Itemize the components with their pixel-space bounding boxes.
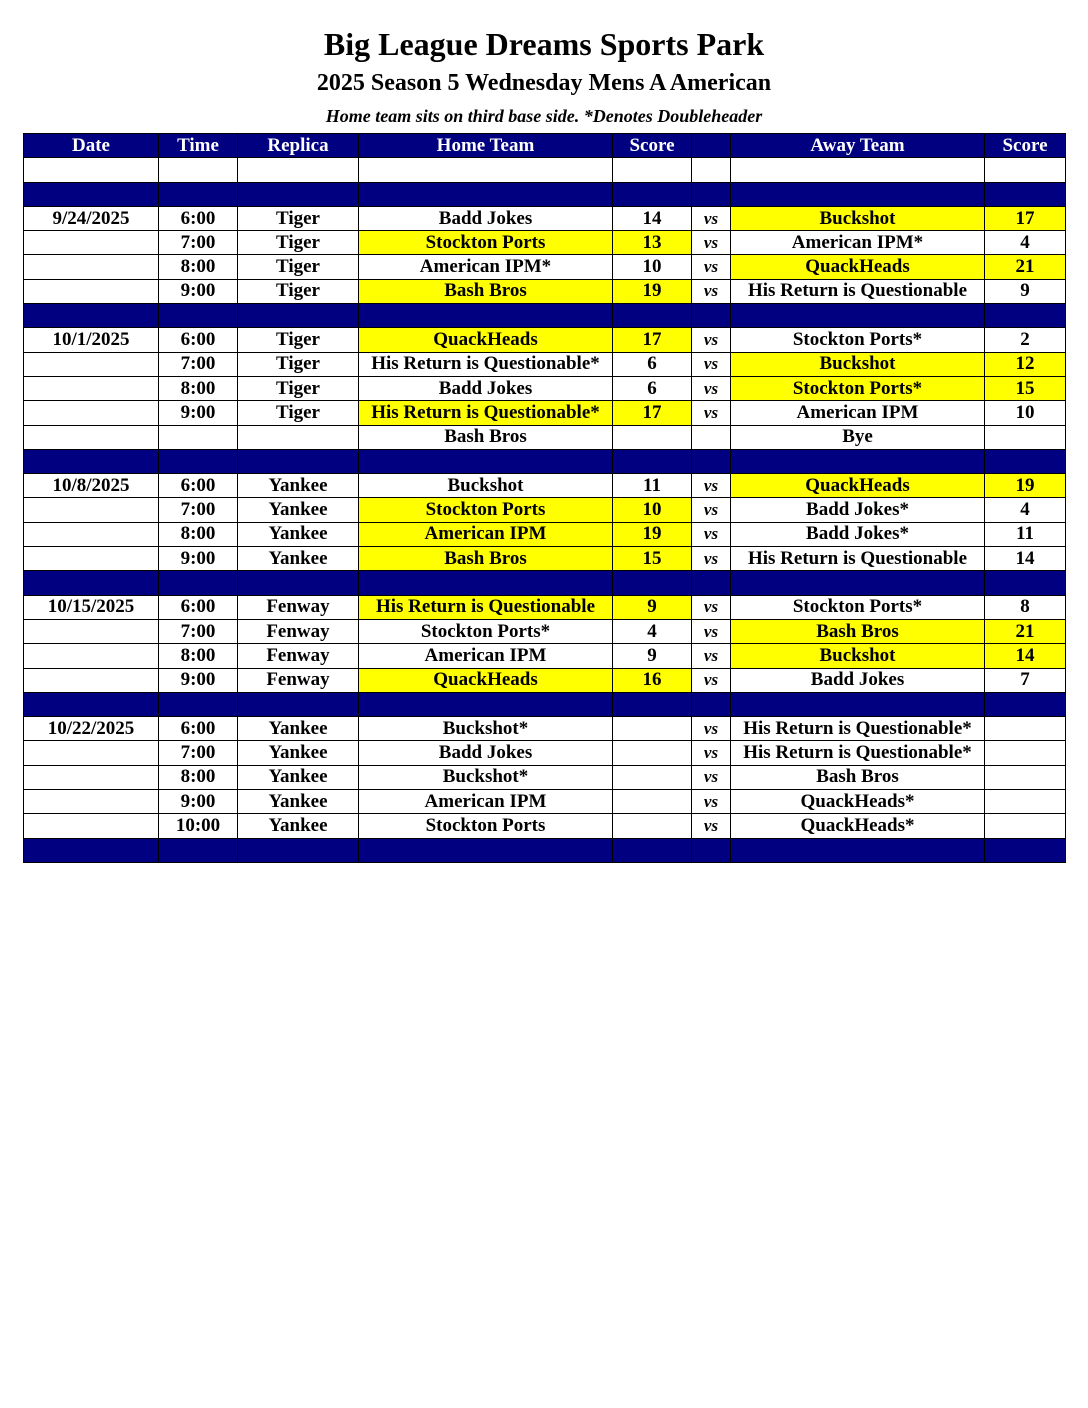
empty-cell — [692, 449, 731, 473]
away-score-cell: 8 — [985, 595, 1066, 619]
replica-cell: Tiger — [238, 206, 359, 230]
separator-row — [24, 838, 1066, 862]
empty-cell — [731, 182, 985, 206]
empty-cell — [613, 449, 692, 473]
game-row — [24, 522, 1066, 546]
vs-cell: vs — [692, 619, 731, 643]
date-cell — [24, 425, 159, 449]
home-team-cell: His Return is Questionable* — [359, 401, 613, 425]
empty-cell — [692, 158, 731, 182]
away-team-cell: QuackHeads* — [731, 790, 985, 814]
away-score-cell: 2 — [985, 328, 1066, 352]
replica-cell: Tiger — [238, 376, 359, 400]
separator-row — [24, 449, 1066, 473]
date-cell — [24, 547, 159, 571]
time-cell: 7:00 — [159, 619, 238, 643]
empty-cell — [985, 182, 1066, 206]
away-score-cell: 14 — [985, 547, 1066, 571]
vs-cell: vs — [692, 790, 731, 814]
game-row — [24, 668, 1066, 692]
home-team-cell: Badd Jokes — [359, 376, 613, 400]
time-cell: 9:00 — [159, 279, 238, 303]
empty-cell — [613, 182, 692, 206]
away-team-cell: QuackHeads — [731, 255, 985, 279]
away-team-cell: QuackHeads* — [731, 814, 985, 838]
date-cell: 10/22/2025 — [24, 717, 159, 741]
time-cell: 10:00 — [159, 814, 238, 838]
date-cell — [24, 668, 159, 692]
game-row — [24, 401, 1066, 425]
empty-cell — [238, 158, 359, 182]
empty-cell — [985, 571, 1066, 595]
away-team-cell: American IPM — [731, 401, 985, 425]
home-team-cell: Stockton Ports — [359, 231, 613, 255]
vs-cell: vs — [692, 741, 731, 765]
time-cell: 6:00 — [159, 717, 238, 741]
date-cell — [24, 352, 159, 376]
time-cell — [159, 425, 238, 449]
game-row — [24, 231, 1066, 255]
away-score-cell: 12 — [985, 352, 1066, 376]
home-team-cell: QuackHeads — [359, 668, 613, 692]
empty-cell — [692, 304, 731, 328]
empty-cell — [24, 158, 159, 182]
home-score-cell — [613, 425, 692, 449]
away-score-cell — [985, 425, 1066, 449]
empty-cell — [731, 571, 985, 595]
away-team-cell: His Return is Questionable — [731, 279, 985, 303]
date-cell — [24, 376, 159, 400]
empty-cell — [24, 571, 159, 595]
column-header-replica: Replica — [238, 134, 359, 158]
home-score-cell: 10 — [613, 255, 692, 279]
date-cell — [24, 498, 159, 522]
game-row — [24, 547, 1066, 571]
vs-cell: vs — [692, 328, 731, 352]
home-team-cell: His Return is Questionable* — [359, 352, 613, 376]
empty-cell — [731, 158, 985, 182]
time-cell: 8:00 — [159, 376, 238, 400]
date-cell — [24, 790, 159, 814]
home-score-cell — [613, 765, 692, 789]
replica-cell: Yankee — [238, 741, 359, 765]
empty-cell — [359, 304, 613, 328]
away-team-cell: His Return is Questionable — [731, 547, 985, 571]
page-title: Big League Dreams Sports Park — [323, 26, 765, 62]
vs-cell: vs — [692, 814, 731, 838]
time-cell: 8:00 — [159, 255, 238, 279]
empty-cell — [159, 182, 238, 206]
away-team-cell: Buckshot — [731, 206, 985, 230]
time-cell: 6:00 — [159, 206, 238, 230]
away-score-cell — [985, 814, 1066, 838]
game-row — [24, 644, 1066, 668]
replica-cell: Tiger — [238, 328, 359, 352]
game-row — [24, 206, 1066, 230]
home-team-cell: Stockton Ports — [359, 498, 613, 522]
vs-cell: vs — [692, 376, 731, 400]
vs-cell: vs — [692, 668, 731, 692]
replica-cell: Fenway — [238, 619, 359, 643]
date-cell — [24, 231, 159, 255]
time-cell: 8:00 — [159, 765, 238, 789]
empty-cell — [24, 838, 159, 862]
empty-cell — [159, 692, 238, 716]
home-score-cell: 13 — [613, 231, 692, 255]
empty-cell — [238, 571, 359, 595]
time-cell: 9:00 — [159, 401, 238, 425]
away-team-cell: American IPM* — [731, 231, 985, 255]
replica-cell — [238, 425, 359, 449]
vs-cell: vs — [692, 595, 731, 619]
away-team-cell: His Return is Questionable* — [731, 717, 985, 741]
empty-cell — [985, 838, 1066, 862]
away-score-cell: 4 — [985, 498, 1066, 522]
game-row — [24, 425, 1066, 449]
home-team-cell: Buckshot* — [359, 717, 613, 741]
empty-cell — [159, 571, 238, 595]
game-row — [24, 717, 1066, 741]
home-score-cell: 16 — [613, 668, 692, 692]
game-row — [24, 352, 1066, 376]
date-cell — [24, 522, 159, 546]
away-team-cell: Bye — [731, 425, 985, 449]
away-team-cell: Stockton Ports* — [731, 376, 985, 400]
column-header-home-score: Score — [613, 134, 692, 158]
date-cell — [24, 401, 159, 425]
home-score-cell — [613, 790, 692, 814]
vs-cell: vs — [692, 352, 731, 376]
vs-cell: vs — [692, 498, 731, 522]
home-score-cell: 6 — [613, 352, 692, 376]
home-score-cell — [613, 741, 692, 765]
home-score-cell: 4 — [613, 619, 692, 643]
game-row — [24, 376, 1066, 400]
vs-cell: vs — [692, 206, 731, 230]
away-score-cell: 21 — [985, 619, 1066, 643]
schedule-table — [23, 133, 1066, 863]
vs-cell — [692, 425, 731, 449]
date-cell: 10/8/2025 — [24, 474, 159, 498]
replica-cell: Yankee — [238, 547, 359, 571]
empty-cell — [359, 449, 613, 473]
table-header-row — [24, 134, 1066, 158]
home-team-cell: Bash Bros — [359, 425, 613, 449]
empty-cell — [24, 182, 159, 206]
home-score-cell: 19 — [613, 279, 692, 303]
vs-cell: vs — [692, 765, 731, 789]
away-team-cell: Buckshot — [731, 644, 985, 668]
date-cell — [24, 741, 159, 765]
home-score-cell: 19 — [613, 522, 692, 546]
game-row — [24, 474, 1066, 498]
away-team-cell: Badd Jokes* — [731, 522, 985, 546]
home-score-cell: 11 — [613, 474, 692, 498]
away-team-cell: Bash Bros — [731, 765, 985, 789]
schedule-body — [24, 158, 1066, 863]
away-score-cell: 19 — [985, 474, 1066, 498]
away-score-cell: 7 — [985, 668, 1066, 692]
empty-cell — [159, 449, 238, 473]
home-score-cell: 9 — [613, 595, 692, 619]
away-score-cell: 9 — [985, 279, 1066, 303]
empty-cell — [692, 692, 731, 716]
time-cell: 7:00 — [159, 352, 238, 376]
time-cell: 7:00 — [159, 498, 238, 522]
empty-cell — [238, 449, 359, 473]
empty-cell — [24, 692, 159, 716]
vs-cell: vs — [692, 717, 731, 741]
away-score-cell — [985, 765, 1066, 789]
date-cell — [24, 644, 159, 668]
empty-cell — [985, 449, 1066, 473]
vs-cell: vs — [692, 231, 731, 255]
time-cell: 8:00 — [159, 644, 238, 668]
column-header-away-team: Away Team — [731, 134, 985, 158]
empty-cell — [985, 304, 1066, 328]
empty-cell — [731, 692, 985, 716]
column-header-away-score: Score — [985, 134, 1066, 158]
game-row — [24, 814, 1066, 838]
separator-row — [24, 182, 1066, 206]
game-row — [24, 790, 1066, 814]
away-score-cell: 21 — [985, 255, 1066, 279]
date-cell — [24, 814, 159, 838]
home-team-cell: Buckshot* — [359, 765, 613, 789]
game-row — [24, 765, 1066, 789]
empty-cell — [613, 304, 692, 328]
column-header-home-team: Home Team — [359, 134, 613, 158]
empty-cell — [613, 571, 692, 595]
replica-cell: Yankee — [238, 717, 359, 741]
empty-cell — [613, 838, 692, 862]
home-team-cell: Bash Bros — [359, 279, 613, 303]
replica-cell: Tiger — [238, 279, 359, 303]
separator-row — [24, 571, 1066, 595]
separator-row — [24, 692, 1066, 716]
empty-cell — [159, 158, 238, 182]
home-team-cell: Stockton Ports* — [359, 619, 613, 643]
empty-cell — [24, 304, 159, 328]
away-score-cell: 15 — [985, 376, 1066, 400]
empty-cell — [613, 692, 692, 716]
away-score-cell: 10 — [985, 401, 1066, 425]
replica-cell: Yankee — [238, 765, 359, 789]
date-cell: 10/1/2025 — [24, 328, 159, 352]
home-team-cell: American IPM — [359, 790, 613, 814]
replica-cell: Fenway — [238, 595, 359, 619]
column-header-vs — [692, 134, 731, 158]
home-team-cell: His Return is Questionable — [359, 595, 613, 619]
empty-cell — [238, 838, 359, 862]
home-team-cell: Bash Bros — [359, 547, 613, 571]
replica-cell: Yankee — [238, 522, 359, 546]
blank-row — [24, 158, 1066, 182]
empty-cell — [692, 182, 731, 206]
time-cell: 7:00 — [159, 231, 238, 255]
away-score-cell: 17 — [985, 206, 1066, 230]
away-team-cell: Buckshot — [731, 352, 985, 376]
vs-cell: vs — [692, 644, 731, 668]
date-cell: 10/15/2025 — [24, 595, 159, 619]
home-team-cell: Badd Jokes — [359, 741, 613, 765]
empty-cell — [731, 449, 985, 473]
empty-cell — [985, 692, 1066, 716]
vs-cell: vs — [692, 255, 731, 279]
date-cell — [24, 279, 159, 303]
home-team-cell: Stockton Ports — [359, 814, 613, 838]
home-score-cell — [613, 717, 692, 741]
empty-cell — [731, 838, 985, 862]
replica-cell: Fenway — [238, 668, 359, 692]
game-row — [24, 328, 1066, 352]
home-score-cell: 10 — [613, 498, 692, 522]
home-score-cell: 14 — [613, 206, 692, 230]
home-team-cell: QuackHeads — [359, 328, 613, 352]
game-row — [24, 279, 1066, 303]
game-row — [24, 619, 1066, 643]
time-cell: 6:00 — [159, 474, 238, 498]
home-team-cell: American IPM — [359, 644, 613, 668]
replica-cell: Tiger — [238, 352, 359, 376]
empty-cell — [238, 182, 359, 206]
empty-cell — [359, 158, 613, 182]
empty-cell — [359, 692, 613, 716]
vs-cell: vs — [692, 401, 731, 425]
time-cell: 9:00 — [159, 547, 238, 571]
column-header-time: Time — [159, 134, 238, 158]
away-team-cell: Stockton Ports* — [731, 328, 985, 352]
away-score-cell: 11 — [985, 522, 1066, 546]
replica-cell: Tiger — [238, 255, 359, 279]
away-score-cell — [985, 741, 1066, 765]
game-row — [24, 498, 1066, 522]
page-subtitle: 2025 Season 5 Wednesday Mens A American — [316, 70, 772, 96]
away-team-cell: QuackHeads — [731, 474, 985, 498]
away-team-cell: Badd Jokes* — [731, 498, 985, 522]
game-row — [24, 741, 1066, 765]
empty-cell — [359, 838, 613, 862]
away-team-cell: Badd Jokes — [731, 668, 985, 692]
empty-cell — [985, 158, 1066, 182]
replica-cell: Yankee — [238, 498, 359, 522]
home-score-cell: 17 — [613, 328, 692, 352]
empty-cell — [238, 304, 359, 328]
time-cell: 6:00 — [159, 328, 238, 352]
vs-cell: vs — [692, 522, 731, 546]
date-cell: 9/24/2025 — [24, 206, 159, 230]
date-cell — [24, 255, 159, 279]
away-score-cell — [985, 717, 1066, 741]
time-cell: 9:00 — [159, 668, 238, 692]
away-score-cell: 4 — [985, 231, 1066, 255]
date-cell — [24, 765, 159, 789]
time-cell: 9:00 — [159, 790, 238, 814]
empty-cell — [159, 838, 238, 862]
empty-cell — [613, 158, 692, 182]
replica-cell: Yankee — [238, 474, 359, 498]
vs-cell: vs — [692, 279, 731, 303]
away-team-cell: Stockton Ports* — [731, 595, 985, 619]
replica-cell: Yankee — [238, 790, 359, 814]
vs-cell: vs — [692, 474, 731, 498]
away-score-cell: 14 — [985, 644, 1066, 668]
empty-cell — [238, 692, 359, 716]
empty-cell — [692, 838, 731, 862]
home-score-cell: 9 — [613, 644, 692, 668]
game-row — [24, 595, 1066, 619]
empty-cell — [692, 571, 731, 595]
column-header-date: Date — [24, 134, 159, 158]
empty-cell — [24, 449, 159, 473]
empty-cell — [731, 304, 985, 328]
home-score-cell: 17 — [613, 401, 692, 425]
date-cell — [24, 619, 159, 643]
time-cell: 6:00 — [159, 595, 238, 619]
replica-cell: Tiger — [238, 401, 359, 425]
empty-cell — [359, 571, 613, 595]
home-team-cell: Buckshot — [359, 474, 613, 498]
home-score-cell: 15 — [613, 547, 692, 571]
home-team-cell: American IPM* — [359, 255, 613, 279]
empty-cell — [159, 304, 238, 328]
schedule-note: Home team sits on third base side. *Denotes Doubleheader — [325, 106, 763, 126]
home-team-cell: American IPM — [359, 522, 613, 546]
replica-cell: Fenway — [238, 644, 359, 668]
away-team-cell: Bash Bros — [731, 619, 985, 643]
home-score-cell — [613, 814, 692, 838]
away-score-cell — [985, 790, 1066, 814]
time-cell: 8:00 — [159, 522, 238, 546]
replica-cell: Yankee — [238, 814, 359, 838]
home-score-cell: 6 — [613, 376, 692, 400]
away-team-cell: His Return is Questionable* — [731, 741, 985, 765]
vs-cell: vs — [692, 547, 731, 571]
replica-cell: Tiger — [238, 231, 359, 255]
time-cell: 7:00 — [159, 741, 238, 765]
empty-cell — [359, 182, 613, 206]
separator-row — [24, 304, 1066, 328]
game-row — [24, 255, 1066, 279]
home-team-cell: Badd Jokes — [359, 206, 613, 230]
